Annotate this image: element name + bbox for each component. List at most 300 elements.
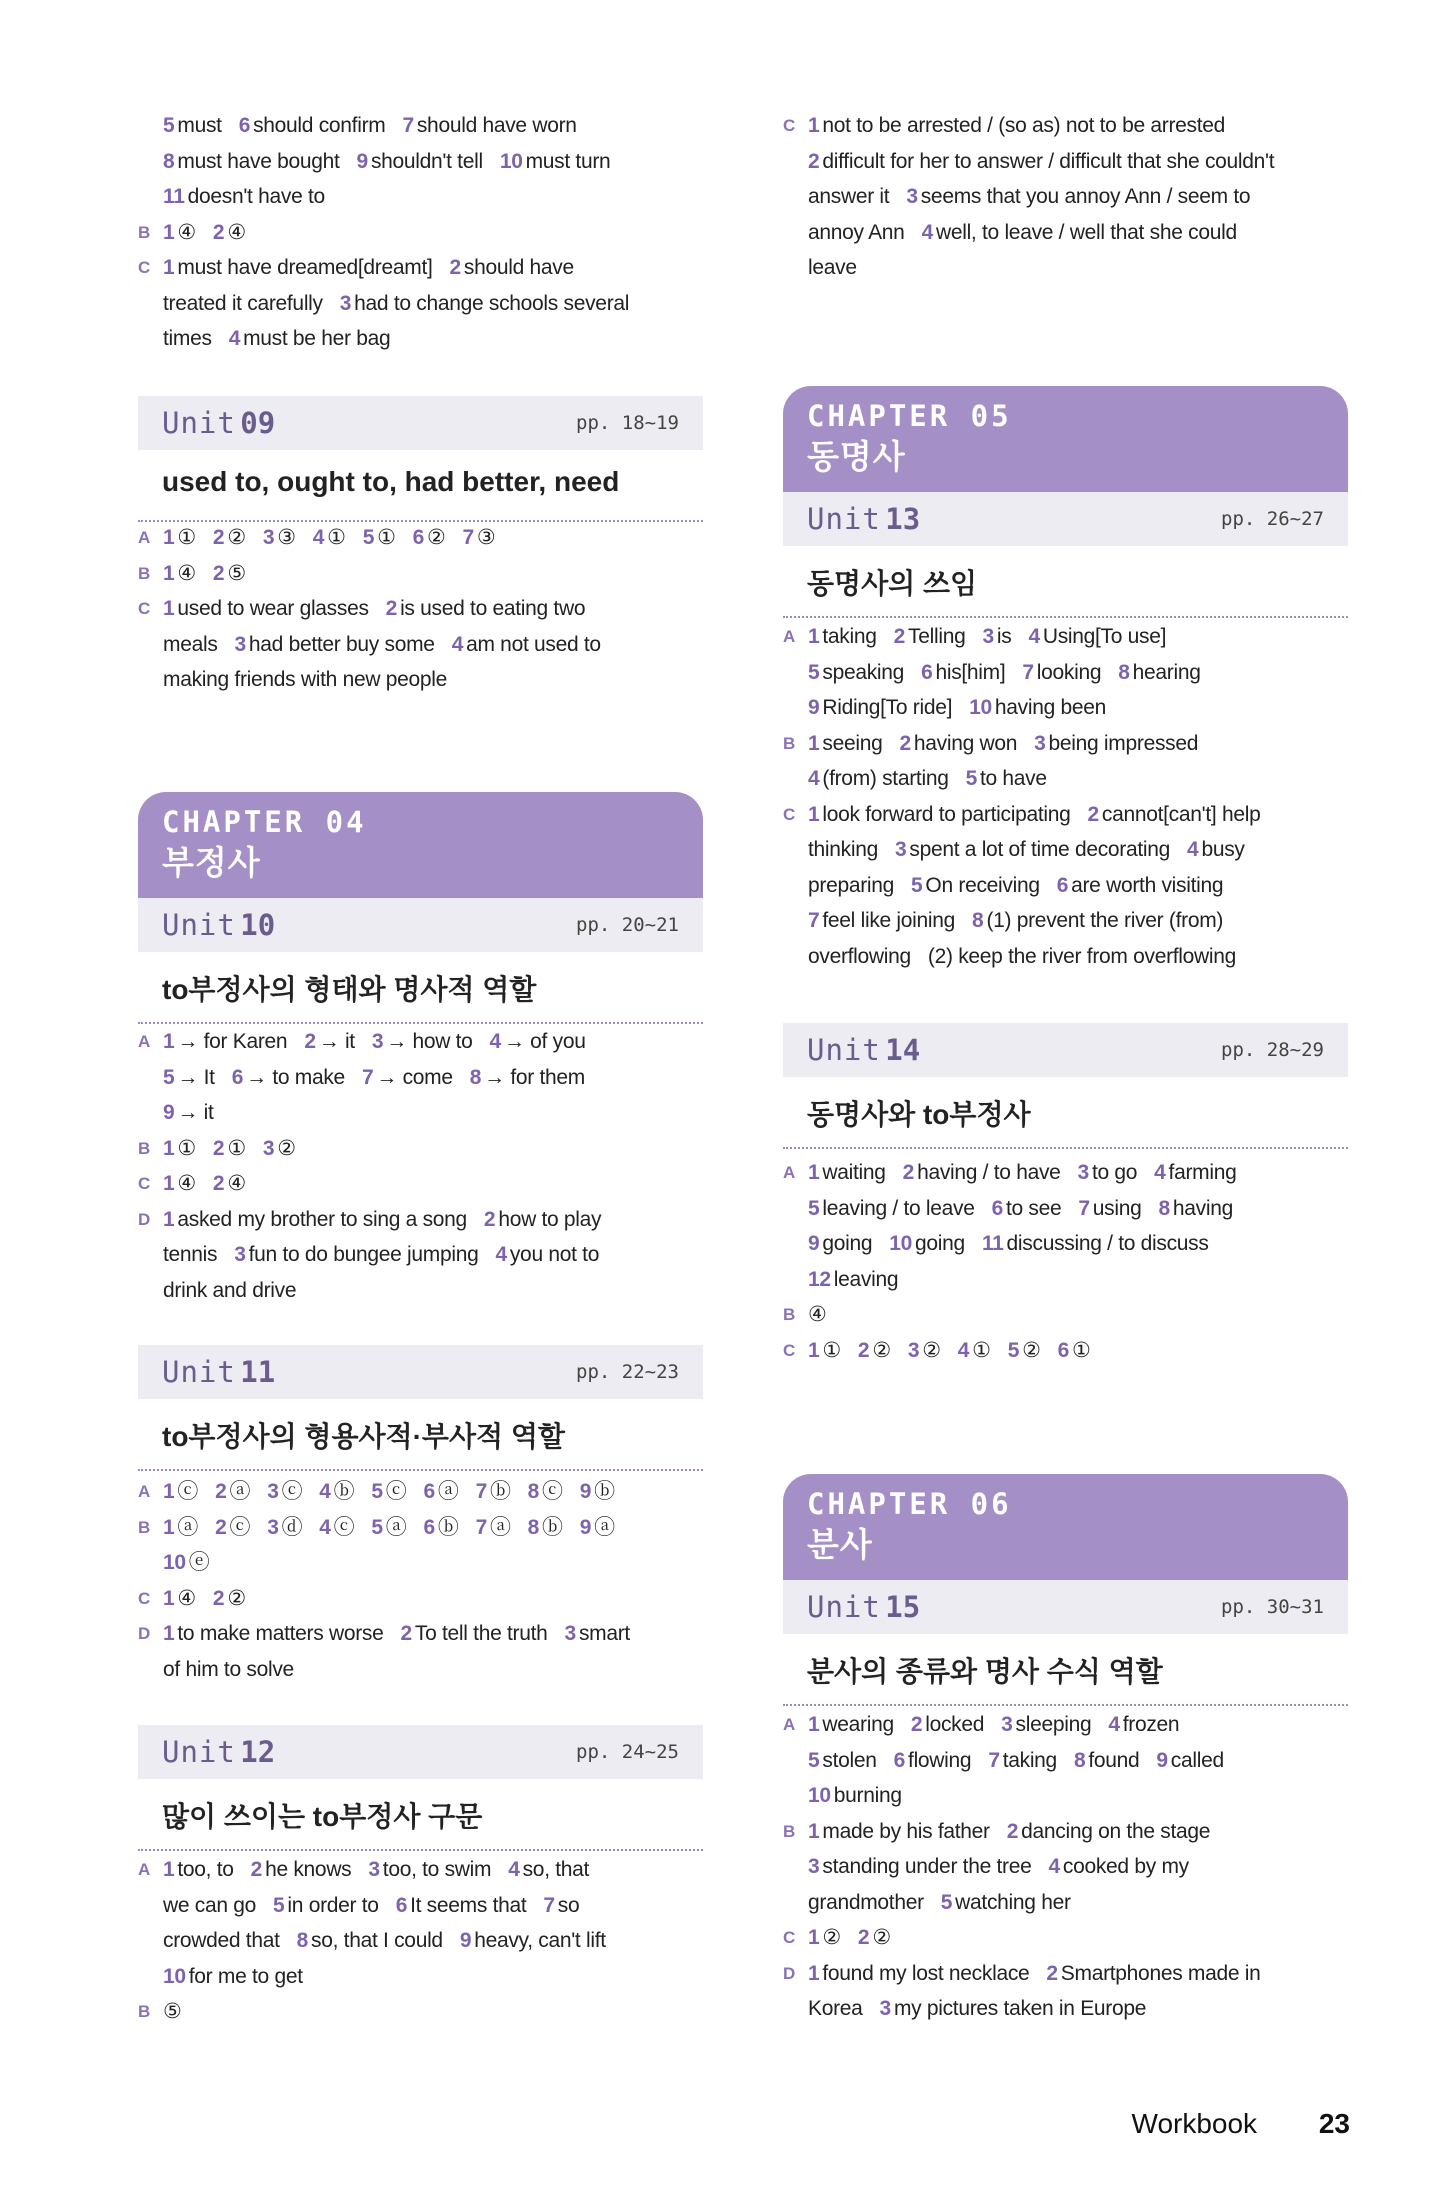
answer-text: ⓑ <box>437 1515 459 1539</box>
answer-number: 1 <box>163 1136 175 1160</box>
answer-item <box>858 1920 891 1956</box>
unit-number: 15 <box>885 1590 921 1624</box>
section-letter: C <box>783 1928 795 1947</box>
answer-text: On receiving <box>925 873 1040 897</box>
answer-number: 6 <box>1056 873 1069 897</box>
answer-text: so <box>557 1893 580 1917</box>
answer-line <box>783 1191 1348 1227</box>
answer-number: 2 <box>899 731 911 755</box>
answer-item <box>163 1959 303 1995</box>
answer-number: 3 <box>368 1858 380 1881</box>
answer-number: 1 <box>163 1586 175 1610</box>
answer-number: 1 <box>808 625 820 648</box>
unit-number: 11 <box>240 1355 276 1389</box>
unit-title: 동명사와 to부정사 <box>807 1099 1031 1130</box>
answer-text: ③ <box>277 526 296 549</box>
answer-number: 1 <box>808 1161 820 1184</box>
answer-number: 10 <box>163 1964 186 1988</box>
answer-text: ② <box>227 1586 246 1610</box>
answer-item <box>340 286 629 322</box>
answer-item <box>273 1888 379 1924</box>
answer-number: 1 <box>808 1819 820 1843</box>
answer-text: ④ <box>177 1586 196 1610</box>
answer-text: frozen <box>1122 1713 1180 1736</box>
answer-line <box>783 250 1348 286</box>
section-letter: A <box>138 528 150 547</box>
answer-item <box>163 1273 296 1309</box>
unit-label: Unit <box>162 1355 236 1389</box>
answer-line <box>783 1743 1348 1779</box>
answer-text: overflowing <box>808 944 911 968</box>
answer-item <box>372 1024 473 1060</box>
section-letter: A <box>138 1032 150 1051</box>
answer-item <box>1048 1849 1188 1885</box>
answer-item <box>163 1510 198 1546</box>
answer-item <box>163 1616 384 1652</box>
answer-item <box>880 1991 1147 2027</box>
answer-line <box>783 1814 1348 1850</box>
answer-item <box>163 144 340 180</box>
answer-number: 4 <box>921 220 933 244</box>
answer-text: to see <box>1005 1196 1062 1220</box>
answer-number: 8 <box>469 1065 482 1089</box>
unit-number: 10 <box>240 908 276 942</box>
answer-item <box>972 903 1223 939</box>
answer-text: speaking <box>822 660 905 684</box>
answer-item <box>808 1814 990 1850</box>
answer-text: hearing <box>1132 660 1201 684</box>
answer-block <box>138 1024 703 1308</box>
answer-item <box>1057 868 1224 904</box>
answer-text: seeing <box>822 731 883 755</box>
answer-line <box>138 1923 703 1959</box>
answer-text: is <box>996 625 1012 648</box>
answer-number: 1 <box>163 1030 175 1053</box>
answer-number: 1 <box>163 1515 175 1539</box>
unit-11-section <box>138 1345 703 1471</box>
chapter-header <box>783 386 1348 492</box>
answer-number: 2 <box>212 1586 225 1610</box>
answer-item <box>1001 1707 1091 1743</box>
answer-number: 5 <box>371 1480 383 1503</box>
unit-title: 많이 쓰이는 to부정사 구문 <box>162 1801 483 1832</box>
answer-item <box>911 868 1040 904</box>
answer-line <box>138 1095 703 1131</box>
page-range: pp. 20~21 <box>576 914 679 936</box>
answer-number: 10 <box>889 1232 913 1255</box>
answer-number: 4 <box>508 1858 520 1881</box>
answer-row <box>783 1956 1348 2027</box>
unit-title: 분사의 종류와 명사 수식 역할 <box>807 1656 1163 1687</box>
answer-line <box>138 1888 703 1924</box>
answer-row <box>783 108 1348 286</box>
answer-number: 2 <box>400 1622 412 1645</box>
answer-item <box>941 1885 1071 1921</box>
answer-item <box>495 1237 599 1273</box>
answer-text: ② <box>872 1338 891 1362</box>
answer-text: ⓒ <box>333 1515 355 1539</box>
answer-line <box>783 690 1348 726</box>
answer-text: ⓑ <box>489 1480 511 1503</box>
answer-number: 3 <box>262 526 275 549</box>
answer-item <box>808 1226 872 1262</box>
answer-number: 9 <box>459 1929 472 1952</box>
answer-item <box>1074 1743 1139 1779</box>
unit-12-section <box>138 1725 703 1851</box>
answer-number: 8 <box>1073 1748 1086 1772</box>
answer-number: 4 <box>312 526 325 549</box>
answer-number: 4 <box>1048 1855 1060 1878</box>
answer-line <box>783 797 1348 833</box>
answer-item <box>163 1545 209 1581</box>
answer-item <box>213 215 246 251</box>
answer-item <box>304 1024 355 1060</box>
answer-item <box>982 1226 1209 1262</box>
answer-number: 1 <box>163 526 175 549</box>
answer-line <box>783 1920 1348 1956</box>
answer-item <box>808 1191 975 1227</box>
answer-number: 5 <box>911 873 923 897</box>
answer-line <box>783 144 1348 180</box>
answer-line <box>783 1991 1348 2027</box>
answer-number: 5 <box>808 1196 820 1220</box>
answer-row <box>138 108 703 215</box>
unit-number: 09 <box>240 406 276 440</box>
answer-text: must have dreamed[dreamt] <box>177 256 433 279</box>
answer-text: ④ <box>177 1172 196 1195</box>
answer-text: not to be arrested / (so as) not to be arrested <box>822 114 1226 137</box>
answer-number: 6 <box>231 1065 244 1089</box>
answer-line <box>138 520 703 556</box>
answer-text: Smartphones made in <box>1060 1961 1261 1985</box>
answer-number: 1 <box>163 1858 175 1881</box>
answer-number: 10 <box>163 1551 186 1574</box>
answer-item <box>982 619 1011 655</box>
answer-item <box>1078 1191 1141 1227</box>
answer-text: ③ <box>476 526 496 549</box>
answer-text: must <box>177 114 222 137</box>
answer-text: ④ <box>177 561 196 585</box>
answer-number: 4 <box>957 1338 970 1362</box>
answer-item <box>251 1852 352 1888</box>
answer-text: ④ <box>177 220 196 244</box>
answer-text: It seems that <box>410 1893 527 1917</box>
section-letter: A <box>138 1482 150 1501</box>
answer-number: 6 <box>893 1748 906 1772</box>
answer-line <box>138 1237 703 1273</box>
answer-item <box>808 215 905 251</box>
answer-line <box>138 1545 703 1581</box>
answer-line <box>138 250 703 286</box>
unit-header <box>783 1023 1348 1077</box>
answer-number: 6 <box>921 660 933 684</box>
answer-text: how to play <box>498 1207 602 1231</box>
answer-item <box>808 1991 863 2027</box>
answer-text: doesn't have to <box>187 185 325 208</box>
answer-item <box>808 832 878 868</box>
answer-item <box>992 1191 1062 1227</box>
answer-item <box>163 520 196 556</box>
answer-number: 1 <box>808 1713 820 1736</box>
answer-text: standing under the tree <box>822 1855 1032 1878</box>
answer-item <box>163 556 196 592</box>
answer-item <box>808 761 949 797</box>
answer-item <box>808 868 894 904</box>
answer-number: 7 <box>462 526 474 549</box>
answer-text: ① <box>177 1136 196 1160</box>
section-letter: B <box>138 1517 150 1537</box>
answer-number: 5 <box>808 1748 820 1772</box>
answer-item <box>808 1155 886 1191</box>
chapter-title: 동명사 <box>807 438 906 475</box>
page-footer <box>1132 2108 1350 2140</box>
answer-item <box>921 655 1005 691</box>
unit-number: 14 <box>885 1033 921 1067</box>
answer-text: he knows <box>265 1858 352 1881</box>
answer-number: 2 <box>212 220 225 244</box>
answer-number: 1 <box>808 1338 820 1362</box>
answer-item <box>508 1852 589 1888</box>
answer-item <box>808 655 904 691</box>
answer-item <box>163 1202 467 1238</box>
section-letter: A <box>783 1715 795 1734</box>
answer-text: → it <box>318 1030 355 1053</box>
answer-number: 4 <box>451 632 464 656</box>
answer-block <box>783 619 1348 974</box>
answer-text: must have bought <box>177 149 340 173</box>
answer-number: 1 <box>808 802 820 826</box>
answer-number: 5 <box>163 114 175 137</box>
answer-line <box>783 215 1348 251</box>
answer-item <box>1058 1333 1091 1369</box>
answer-text: meals <box>163 632 218 656</box>
answer-item <box>401 1616 548 1652</box>
answer-row <box>138 591 703 698</box>
answer-line <box>783 1297 1348 1333</box>
answer-item <box>894 1743 972 1779</box>
answer-text: having <box>1172 1196 1233 1220</box>
answer-text: ① <box>177 526 196 549</box>
answer-item <box>543 1888 579 1924</box>
answer-item <box>808 1262 898 1298</box>
answer-number: 1 <box>808 731 820 755</box>
answer-text: being impressed <box>1048 731 1199 755</box>
answer-item <box>215 1474 250 1510</box>
answer-item <box>808 690 952 726</box>
answer-item <box>928 939 1236 975</box>
answer-row <box>783 1814 1348 1921</box>
answer-item <box>396 1888 527 1924</box>
answer-text: cannot[can't] help <box>1101 802 1261 826</box>
answer-text: ⓓ <box>281 1515 303 1539</box>
answer-item <box>371 1474 406 1510</box>
answer-text: ④ <box>808 1303 827 1326</box>
answer-number: 10 <box>808 1784 831 1807</box>
answer-number: 3 <box>906 185 918 208</box>
section-letter: B <box>783 1821 795 1841</box>
answer-line <box>783 179 1348 215</box>
answer-text: look forward to participating <box>822 802 1071 826</box>
answer-text: Telling <box>908 625 966 648</box>
answer-number: 6 <box>1057 1338 1069 1362</box>
answer-line <box>783 655 1348 691</box>
answer-item <box>808 797 1071 833</box>
answer-number: 4 <box>495 1243 507 1266</box>
answer-text: in order to <box>287 1893 379 1917</box>
answer-item <box>911 1707 984 1743</box>
unit-label: Unit <box>162 908 236 942</box>
chapter-header <box>138 792 703 898</box>
section-letter: A <box>138 1860 150 1879</box>
answer-number: 2 <box>212 561 225 585</box>
answer-line <box>138 215 703 251</box>
answer-number: 4 <box>228 327 241 350</box>
section-letter: B <box>783 1305 795 1324</box>
answer-item <box>808 1333 841 1369</box>
answer-item <box>163 1060 215 1096</box>
answer-number: 11 <box>163 185 185 208</box>
answer-text: ⑤ <box>227 561 246 585</box>
unit-label: Unit <box>807 1590 881 1624</box>
answer-line <box>138 1581 703 1617</box>
answer-number: 2 <box>1006 1819 1019 1843</box>
section-letter: B <box>138 222 150 242</box>
page-range: pp. 22~23 <box>576 1361 679 1383</box>
answer-item <box>163 1581 196 1617</box>
answer-item <box>476 1510 511 1546</box>
section-letter: C <box>783 1340 795 1360</box>
answer-text: to go <box>1091 1161 1138 1184</box>
answer-number: 9 <box>579 1515 592 1539</box>
answer-item <box>1118 655 1200 691</box>
answer-block <box>783 108 1348 286</box>
answer-number: 1 <box>163 220 175 244</box>
answer-line <box>138 286 703 322</box>
answer-item <box>235 627 435 663</box>
answer-text: ② <box>922 1338 941 1362</box>
answer-text: ⓐ <box>385 1515 407 1539</box>
answer-text: ② <box>227 526 246 549</box>
answer-number: 2 <box>215 1515 227 1539</box>
answer-item <box>1088 797 1261 833</box>
answer-text: times <box>163 327 212 350</box>
answer-item <box>163 1095 214 1131</box>
answer-item <box>528 1474 563 1510</box>
answer-item <box>413 520 446 556</box>
answer-line <box>138 1273 703 1309</box>
answer-text: ② <box>872 1926 891 1949</box>
answer-text: ② <box>277 1136 296 1160</box>
answer-line <box>138 1616 703 1652</box>
answer-item <box>1046 1956 1260 1992</box>
section-letter: B <box>138 1138 150 1158</box>
answer-number: 3 <box>982 625 994 648</box>
chapter-04-section <box>138 792 703 1024</box>
answer-number: 3 <box>907 1338 920 1362</box>
answer-number: 2 <box>1087 802 1099 826</box>
answer-text: ④ <box>227 220 246 244</box>
answer-text: ⓐ <box>229 1480 251 1503</box>
answer-number: 3 <box>808 1855 820 1878</box>
page-number: 23 <box>1318 2108 1350 2139</box>
answer-row <box>138 556 703 592</box>
page-range: pp. 28~29 <box>1221 1039 1324 1061</box>
answer-text: → of you <box>503 1030 586 1053</box>
answer-item <box>163 1852 234 1888</box>
answer-number: 2 <box>212 1172 225 1195</box>
answer-text: Korea <box>808 1997 863 2020</box>
answer-number: 7 <box>402 114 414 137</box>
answer-item <box>808 1743 877 1779</box>
unit-label: Unit <box>807 502 881 536</box>
answer-text: ⓑ <box>333 1480 355 1503</box>
answer-item <box>163 1994 182 2030</box>
answer-line <box>138 1959 703 1995</box>
answer-row <box>138 1202 703 1309</box>
answer-number: 1 <box>163 1480 175 1503</box>
answer-item <box>213 556 246 592</box>
answer-item <box>808 144 1274 180</box>
section-letter: B <box>783 733 795 753</box>
answer-text: is used to eating two <box>400 597 586 620</box>
answer-number: 3 <box>371 1030 384 1053</box>
answer-number: 8 <box>527 1515 540 1539</box>
answer-text: flowing <box>908 1748 972 1772</box>
answer-line <box>138 1994 703 2030</box>
answer-item <box>1156 1743 1223 1779</box>
answer-text: so, that I could <box>311 1929 443 1952</box>
answer-item <box>319 1510 354 1546</box>
answer-item <box>808 1920 841 1956</box>
answer-number: 5 <box>371 1515 383 1539</box>
answer-text: preparing <box>808 873 895 897</box>
answer-item <box>808 1885 924 1921</box>
section-letter: D <box>783 1963 795 1983</box>
answer-text: my pictures taken in Europe <box>893 1997 1147 2020</box>
answer-number: 4 <box>808 767 820 790</box>
unit-header <box>138 396 703 450</box>
dotted-divider <box>138 1849 703 1851</box>
answer-text: leave <box>808 256 857 279</box>
section-letter: C <box>783 804 795 824</box>
answer-number: 5 <box>940 1890 953 1914</box>
answer-item <box>215 1510 250 1546</box>
answer-text: should have <box>463 256 574 279</box>
book-name: Workbook <box>1131 2108 1258 2139</box>
answer-item <box>163 1024 287 1060</box>
unit-header <box>138 1345 703 1399</box>
answer-text: you not to <box>509 1243 600 1266</box>
answer-row <box>138 1166 703 1202</box>
answer-text: to make matters worse <box>177 1622 384 1645</box>
answer-line <box>783 939 1348 975</box>
answer-item <box>263 520 296 556</box>
answer-text: discussing / to discuss <box>1006 1232 1209 1255</box>
answer-text: fun to do bungee jumping <box>248 1243 479 1266</box>
answer-text: having won <box>913 731 1018 755</box>
answer-item <box>163 1923 280 1959</box>
section-letter: D <box>138 1624 150 1643</box>
answer-number: 3 <box>1077 1161 1089 1184</box>
answer-text: ⓒ <box>281 1480 303 1503</box>
answer-item <box>232 1060 345 1096</box>
unit-header <box>783 1580 1348 1634</box>
answer-line <box>138 321 703 357</box>
answer-item <box>580 1474 615 1510</box>
answer-number: 8 <box>163 149 175 173</box>
answer-text: watching her <box>955 1890 1071 1914</box>
unit-header <box>138 1725 703 1779</box>
